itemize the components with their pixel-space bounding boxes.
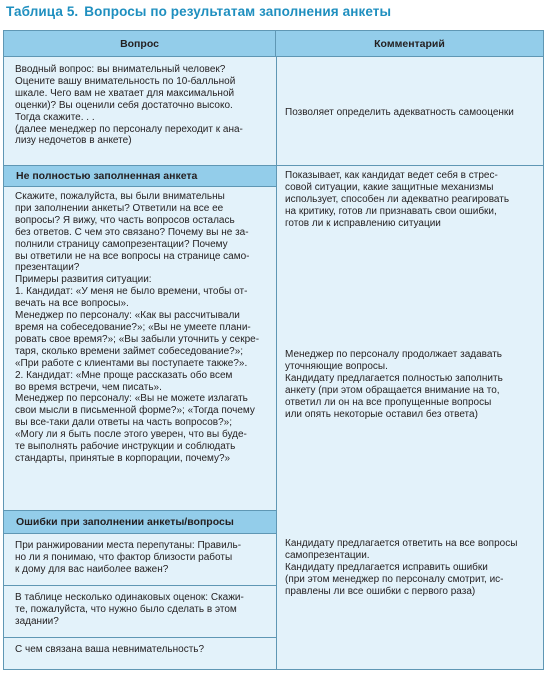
error-question-ranking: При ранжировании места перепутаны: Правиль- но ли я понимаю, что фактор близости работы к дому для вас наиболее важен? [15,540,242,575]
form-errors-comment-cell: Кандидату предлагается ответить на все вопросы самопрезентации. Кандидату предлагается исправить ошибки (при этом менеджер по персоналу смотрит, ис- правлены ли все ошибки с первого раза) [285,538,518,597]
table-caption: Вопросы по результатам заполнения анкеты [84,4,392,19]
error-question-inattention: С чем связана ваша невнимательность? [15,644,205,655]
column-header-question: Вопрос [4,31,276,57]
section-title-form-errors: Ошибки при заполнении анкеты/вопросы [4,511,276,533]
row-separator [4,637,276,638]
section-separator [4,186,276,187]
intro-question-cell: Вводный вопрос: вы внимательный человек? Оцените вашу внимательность по 10-балльной шкале. Чего вам не хватает для максимальной оценки)? Вы оценили себя достаточно высоко. Тогда скажите. . . (далее менеджер по персоналу переходит к ана- лизу недочетов в анкете) [15,64,243,147]
table-title [6,4,391,19]
questions-table [3,30,544,670]
incomplete-form-comment-b: Менеджер по персоналу продолжает задавать уточняющие вопросы. Кандидату предлагается полностью заполнить анкету (при этом обращается внимание на то, ответил ли он на все пропущенные вопросы или опять некоторые оставил без ответа) [285,349,503,420]
table-number: Таблица 5. [6,4,79,19]
section-title-incomplete-form: Не полностью заполненная анкета [4,166,276,186]
column-divider [276,57,277,669]
section-separator [4,533,276,534]
intro-comment-cell: Позволяет определить адекватность самооценки [285,107,514,118]
error-question-duplicates: В таблице несколько одинаковых оценок: Скажи- те, пожалуйста, что нужно было сделать в этом задании? [15,592,244,627]
incomplete-form-question-cell: Скажите, пожалуйста, вы были внимательны при заполнении анкеты? Ответили на все ее вопросы? Я вижу, что часть вопросов осталась без ответов. С чем это связано? Почему вы не за- полнили страницу самопрезентации? Почему вы ответили не на все вопросы на странице само- презентации? Примеры развития ситуации: 1. Кандидат: «У меня не было времени, чтобы от- вечать на все вопросы». Менеджер по персоналу: «Как вы рассчитывали время на собеседование?»; «Вы не умеете плани- ровать свое время?»; «Вы забыли уточнить у секре- таря, сколько времени займет собеседование?»; «При работе с клиентами вы поступаете также?». 2. Кандидат: «Мне проще рассказать обо всем во время встречи, чем писать». Менеджер по персоналу: «Вы не можете излагать свои мысли в письменной форме?»; «Тогда почему вы все-таки дали ответы на часть вопросов?»; «Могу ли я быть после этого уверен, что вы буде- те выполнять рабочие инструкции и соблюдать стандарты, принятые в корпорации, почему?» [15,191,260,464]
row-separator [4,585,276,586]
column-header-comment: Комментарий [276,31,543,57]
incomplete-form-comment-a: Показывает, как кандидат ведет себя в стрес- совой ситуации, какие защитные механизмы использует, способен ли адекватно реагировать на критику, готов ли признавать свои ошибки, готов ли к исправлению ситуации [285,170,510,229]
